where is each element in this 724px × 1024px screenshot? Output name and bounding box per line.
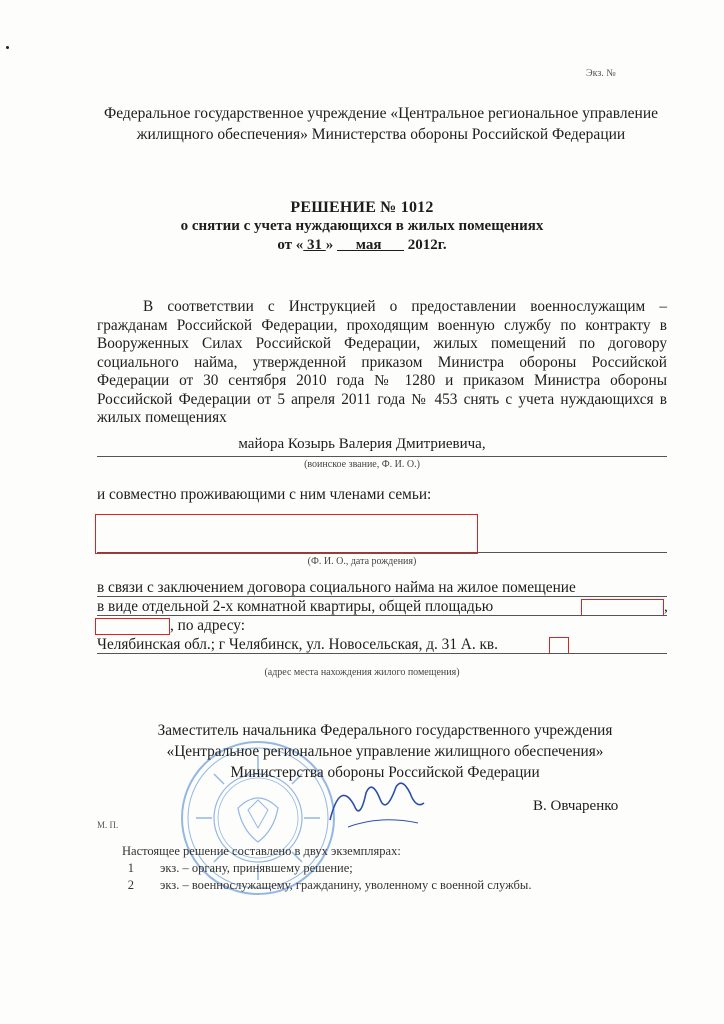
reason-line-1: [97, 578, 667, 597]
signer-name: В. Овчаренко: [533, 798, 619, 814]
deputy-line-3: Министерства обороны Российской Федерации: [230, 764, 540, 781]
copies-item-text: экз. – военнослужащему, гражданину, уволенному с военной службы.: [160, 878, 532, 892]
date-year: 2012г.: [404, 237, 447, 253]
decision-body: [97, 298, 667, 428]
date-prefix: от «: [277, 237, 304, 253]
copy-number-label: Экз. №: [586, 68, 616, 79]
copies-item: [122, 877, 531, 894]
reason-address-label: , по адресу:: [170, 617, 245, 634]
copies-item-number: 1: [127, 861, 134, 875]
signature: [320, 775, 430, 835]
redacted-area-cont: [95, 618, 170, 635]
reason-text-2: в виде отдельной 2-х комнатной квартиры, общей площадью: [97, 598, 494, 615]
copies-item: [122, 860, 531, 877]
address-line: [97, 653, 667, 654]
reason-line-4: [97, 635, 667, 654]
family-label: и совместно проживающими с ним членами семьи:: [97, 486, 432, 503]
copies-intro: Настоящее решение составлено в двух экземплярах:: [122, 844, 401, 858]
deputy-block: [100, 720, 670, 783]
date-mid: »: [325, 237, 338, 253]
reason-address: Челябинская обл.; г Челябинск, ул. Новосельская, д. 31 А. кв.: [97, 636, 498, 653]
family-caption: (Ф. И. О., дата рождения): [307, 556, 417, 567]
person-caption: (воинское звание, Ф. И. О.): [304, 459, 420, 470]
reason-line-2: [97, 597, 667, 616]
decision-header: [0, 198, 724, 255]
scan-speck: [6, 46, 9, 49]
reason-line-underline-1: [97, 596, 667, 597]
deputy-line-2: «Центральное региональное управление жилищного обеспечения»: [166, 743, 604, 760]
address-caption: (адрес места нахождения жилого помещения): [264, 667, 460, 678]
decision-date: [0, 236, 724, 255]
redacted-apartment: [549, 637, 569, 654]
reason-comma: ,: [664, 598, 668, 615]
date-day: 31: [303, 237, 326, 253]
decision-subtitle: о снятии с учета нуждающихся в жилых помещениях: [180, 218, 544, 234]
organization-name: Федеральное государственное учреждение «Центральное региональное управление жилищного обеспечения» Министерства обороны Российской Федерации: [103, 105, 658, 143]
reason-line-underline-2: [97, 615, 667, 616]
reason-text-1: в связи с заключением договора социального найма на жилое помещение: [97, 579, 576, 596]
person-name: майора Козырь Валерия Дмитриевича,: [238, 436, 486, 452]
person-name-line: [97, 456, 667, 457]
copies-item-text: экз. – органу, принявшему решение;: [160, 861, 353, 875]
copies-item-number: 2: [127, 878, 134, 892]
family-line: [97, 552, 667, 553]
body-paragraph: В соответствии с Инструкцией о предоставлении военнослужащим – гражданам Российской Федерации, проходящим военную службу по контракту в Вооруженных Силах Российской Федерации, жилых помещений по договору социального найма, утвержденной приказом Министра обороны Российской Федерации от 30 сентября 2010 года № 1280 и приказом Министра обороны Российской Федерации от 5 апреля 2011 года № 453 снять с учета нуждающихся в жилых помещениях: [97, 298, 667, 426]
redacted-area: [581, 599, 664, 616]
redacted-family-members: [95, 514, 478, 554]
deputy-line-1: Заместитель начальника Федерального государственного учреждения: [157, 722, 613, 739]
reason-line-3: [97, 616, 667, 635]
seal-place-label: М. П.: [97, 820, 119, 830]
reason-block: [97, 578, 667, 654]
date-month: мая: [337, 237, 405, 253]
copies-block: [122, 843, 531, 894]
decision-title: РЕШЕНИЕ № 1012: [290, 199, 434, 216]
